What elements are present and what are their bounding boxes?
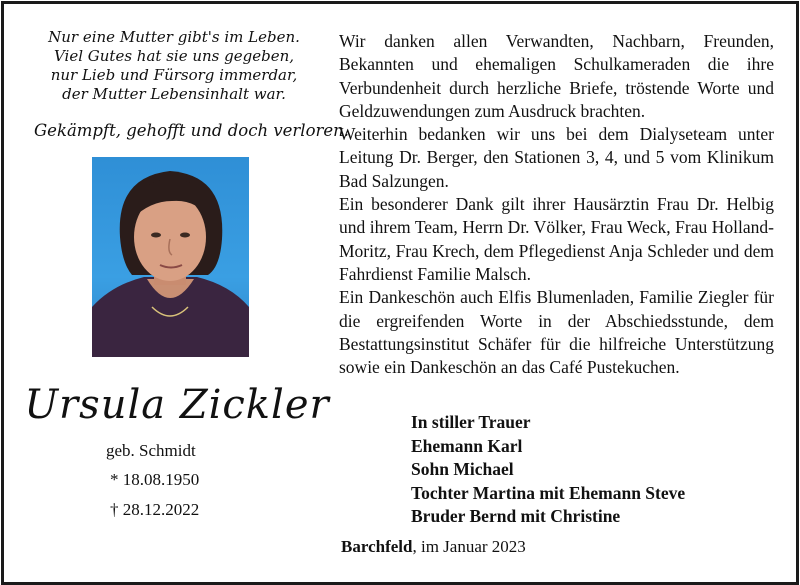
deceased-name: Ursula Zickler xyxy=(24,382,330,428)
mourner-line: Tochter Martina mit Ehemann Steve xyxy=(411,482,686,503)
poem xyxy=(24,28,324,104)
place-date-text: , im Januar 2023 xyxy=(412,537,526,556)
portrait-illustration xyxy=(92,157,249,357)
place-date xyxy=(341,537,526,557)
thanks-paragraph: Ein besonderer Dank gilt ihrer Hausärztin Frau Dr. Helbig und ihrem Team, Herrn Dr. Völker, Frau Weck, Frau Holland-Moritz, Frau Krech, dem Pflegedienst Anja Schleder und dem Fahrdienst Familie Malsch. xyxy=(339,194,774,284)
poem-line: Viel Gutes hat sie uns gegeben, xyxy=(53,47,294,65)
mourner-line: In stiller Trauer xyxy=(411,412,531,432)
thanks-paragraph: Weiterhin bedanken wir uns bei dem Dialyseteam unter Leitung Dr. Berger, den Stationen 3, 4, und 5 vom Klinikum Bad Salzungen. xyxy=(339,124,774,191)
thanks-paragraph: Ein Dankeschön auch Elfis Blumenladen, Familie Ziegler für die ergreifenden Worte in der Abschiedsstunde, dem Bestattungsinstitut Schäfer für die hilfreiche Unterstützung sowie ein Dankeschön an das Café Pustekuchen. xyxy=(339,287,774,378)
mourner-line: Bruder Bernd mit Christine xyxy=(411,506,621,526)
birth-name: geb. Schmidt xyxy=(106,441,196,460)
mourner-line: Ehemann Karl xyxy=(411,435,523,456)
thanks-text xyxy=(339,30,774,379)
motto: Gekämpft, gehofft und doch verloren. xyxy=(34,121,350,140)
mourners-list xyxy=(411,411,685,529)
birth-date: * 18.08.1950 xyxy=(110,470,200,489)
mourner-line: Sohn Michael xyxy=(411,459,514,479)
portrait-photo xyxy=(92,157,249,357)
death-date: † 28.12.2022 xyxy=(110,500,200,519)
poem-line: Nur eine Mutter gibt's im Leben. xyxy=(48,28,300,46)
poem-line: der Mutter Lebensinhalt war. xyxy=(62,85,286,103)
poem-line: nur Lieb und Fürsorg immerdar, xyxy=(50,66,298,84)
place-town: Barchfeld xyxy=(341,537,413,556)
obituary-notice xyxy=(1,1,799,585)
thanks-paragraph: Wir danken allen Verwandten, Nachbarn, Freunden, Bekannten und ehemaligen Schulkameraden die ihre Verbundenheit durch herzliche Briefe, tröstende Worte und Geldzuwendungen zum Ausdruck brachten. xyxy=(339,31,774,121)
